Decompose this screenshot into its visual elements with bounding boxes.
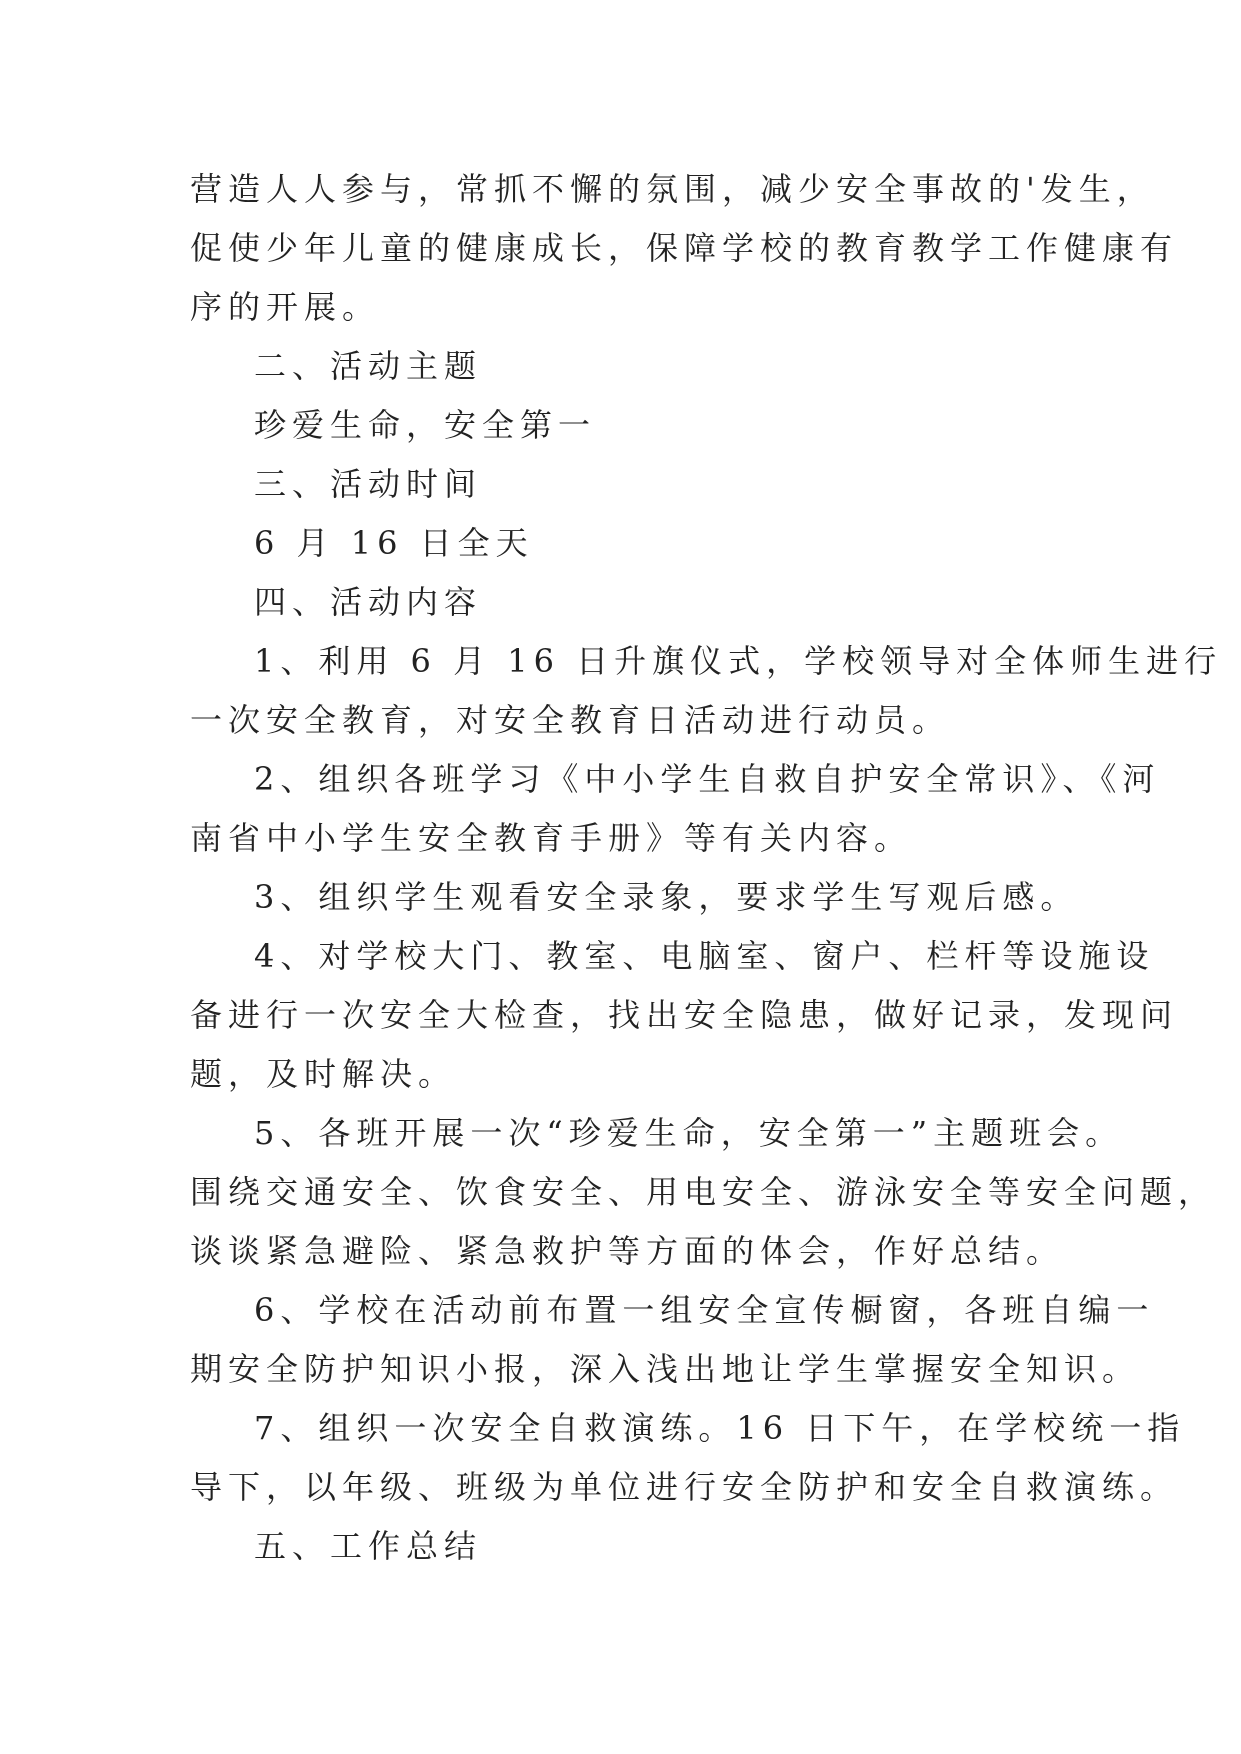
text-line: 题，及时解决。	[190, 1055, 457, 1093]
activity-time-text: 6 月 16 日全天	[254, 524, 534, 562]
text-line: 导下，以年级、班级为单位进行安全防护和安全自救演练。	[190, 1468, 1179, 1506]
text-line: 围绕交通安全、饮食安全、用电安全、游泳安全等安全问题，	[190, 1173, 1217, 1211]
content-item-1: 1、利用 6 月 16 日升旗仪式，学校领导对全体师生进行	[254, 642, 1223, 680]
content-item-2: 2、组织各班学习《中小学生自救自护安全常识》、《河	[254, 760, 1161, 798]
section-heading-time: 三、活动时间	[254, 465, 483, 503]
content-item-5: 5、各班开展一次“珍爱生命，安全第一”主题班会。	[254, 1114, 1124, 1152]
text-line: 谈谈紧急避险、紧急救护等方面的体会，作好总结。	[190, 1232, 1065, 1270]
section-heading-theme: 二、活动主题	[254, 347, 483, 385]
text-line: 南省中小学生安全教育手册》等有关内容。	[190, 819, 913, 857]
section-heading-content: 四、活动内容	[254, 583, 483, 621]
text-line: 期安全防护知识小报，深入浅出地让学生掌握安全知识。	[190, 1350, 1141, 1388]
document-body	[190, 160, 1223, 1576]
activity-theme-text: 珍爱生命，安全第一	[254, 406, 597, 444]
text-line: 促使少年儿童的健康成长，保障学校的教育教学工作健康有	[190, 229, 1179, 267]
content-item-3: 3、组织学生观看安全录象，要求学生写观后感。	[254, 878, 1079, 916]
text-line: 一次安全教育，对安全教育日活动进行动员。	[190, 701, 951, 739]
section-heading-summary: 五、工作总结	[254, 1527, 483, 1565]
content-item-4: 4、对学校大门、教室、电脑室、窗户、栏杆等设施设	[254, 937, 1155, 975]
content-item-7: 7、组织一次安全自救演练。16 日下午，在学校统一指	[254, 1409, 1186, 1447]
text-line: 序的开展。	[190, 288, 381, 326]
content-item-6: 6、学校在活动前布置一组安全宣传橱窗，各班自编一	[254, 1291, 1155, 1329]
text-line: 营造人人参与，常抓不懈的氛围，减少安全事故的'发生，	[190, 170, 1155, 208]
text-line: 备进行一次安全大检查，找出安全隐患，做好记录，发现问	[190, 996, 1179, 1034]
